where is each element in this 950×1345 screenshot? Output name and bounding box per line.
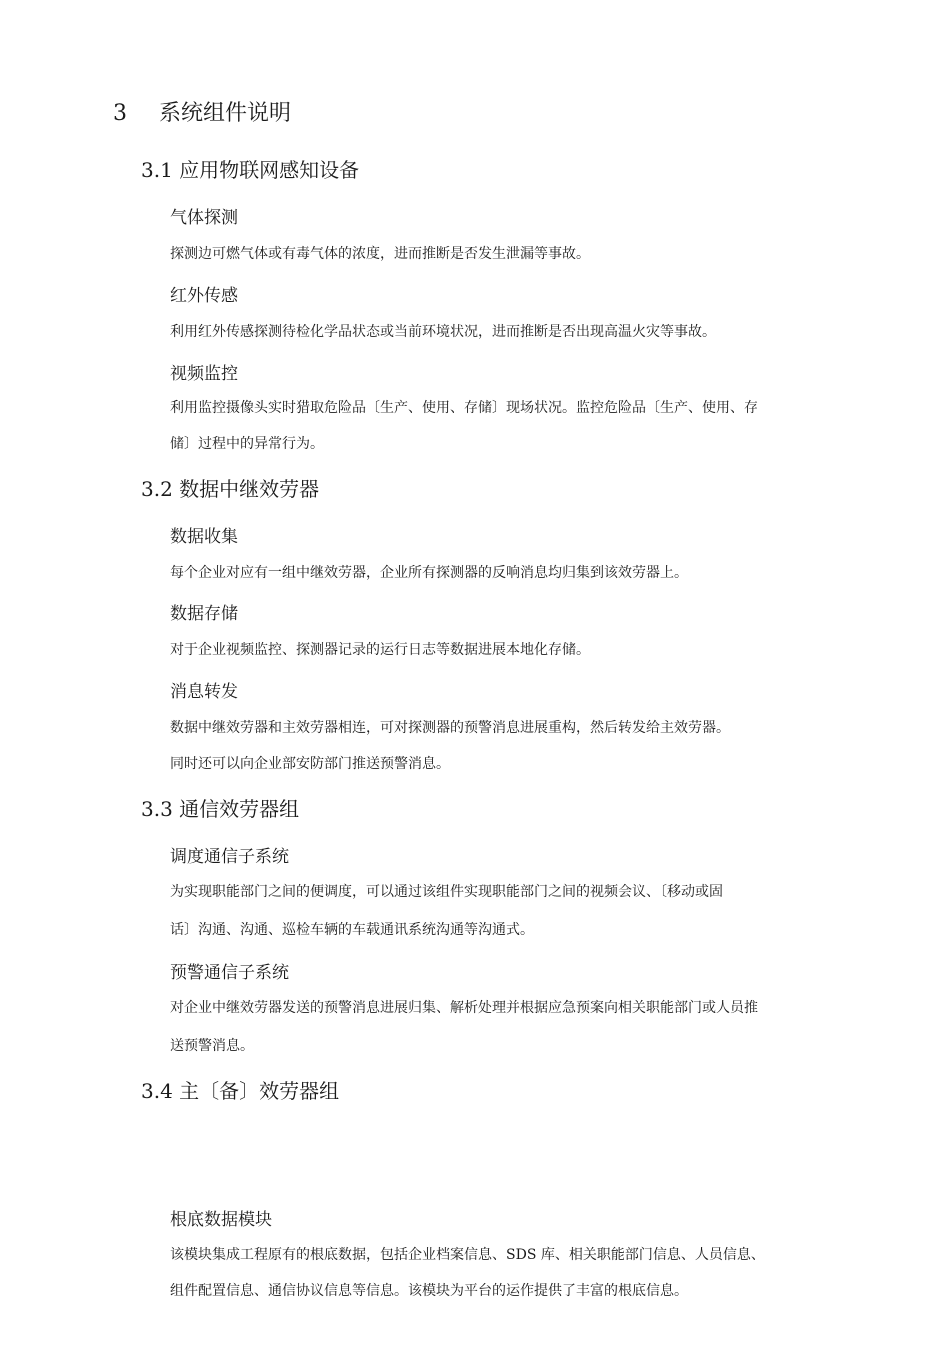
subsection-gas-detection: 气体探测: [170, 208, 238, 228]
paragraph-line: 利用监控摄像头实时猎取危险品〔生产、使用、存储〕现场状况。监控危险品〔生产、使用、存: [170, 400, 758, 416]
paragraph-line: 组件配置信息、通信协议信息等信息。该模块为平台的运作提供了丰富的根底信息。: [170, 1283, 688, 1299]
subsection-infrared-sensing: 红外传感: [170, 286, 238, 306]
paragraph-line: 利用红外传感探测待检化学品状态或当前环境状况，进而推断是否出现高温火灾等事故。: [170, 324, 716, 340]
paragraph-line: 同时还可以向企业部安防部门推送预警消息。: [170, 756, 450, 772]
subsection-video-monitoring: 视频监控: [170, 364, 238, 384]
paragraph-line: 为实现职能部门之间的便调度，可以通过该组件实现职能部门之间的视频会议、〔移动或固: [170, 884, 723, 900]
paragraph-line: 话〕沟通、沟通、巡检车辆的车载通讯系统沟通等沟通式。: [170, 922, 534, 938]
paragraph-line: 该模块集成工程原有的根底数据，包括企业档案信息、SDS 库、相关职能部门信息、人员信息、: [170, 1247, 765, 1263]
paragraph-line: 对于企业视频监控、探测器记录的运行日志等数据进展本地化存储。: [170, 642, 590, 658]
paragraph-line: 对企业中继效劳器发送的预警消息进展归集、解析处理并根据应急预案向相关职能部门或人员推: [170, 1000, 758, 1016]
subsection-data-storage: 数据存储: [170, 604, 238, 624]
chapter-number: 3: [113, 101, 127, 126]
paragraph-line: 探测边可燃气体或有毒气体的浓度，进而推断是否发生泄漏等事故。: [170, 246, 590, 262]
chapter-title: 系统组件说明: [159, 101, 292, 126]
paragraph-line: 每个企业对应有一组中继效劳器，企业所有探测器的反响消息均归集到该效劳器上。: [170, 565, 688, 581]
section-heading-3-3: 3.3 通信效劳器组: [141, 797, 300, 821]
chapter-heading: [113, 98, 291, 130]
subsection-data-collection: 数据收集: [170, 527, 238, 547]
subsection-alert-communication: 预警通信子系统: [170, 963, 289, 983]
paragraph-line: 送预警消息。: [170, 1038, 254, 1054]
section-heading-3-1: 3.1 应用物联网感知设备: [141, 158, 360, 182]
subsection-dispatch-communication: 调度通信子系统: [170, 847, 289, 867]
section-heading-3-2: 3.2 数据中继效劳器: [141, 477, 320, 501]
section-heading-3-4: 3.4 主〔备〕效劳器组: [141, 1079, 340, 1103]
paragraph-line: 数据中继效劳器和主效劳器相连，可对探测器的预警消息进展重构，然后转发给主效劳器。: [170, 720, 730, 736]
subsection-message-forwarding: 消息转发: [170, 682, 238, 702]
subsection-base-data-module: 根底数据模块: [170, 1210, 272, 1230]
paragraph-line: 储〕过程中的异常行为。: [170, 436, 324, 452]
